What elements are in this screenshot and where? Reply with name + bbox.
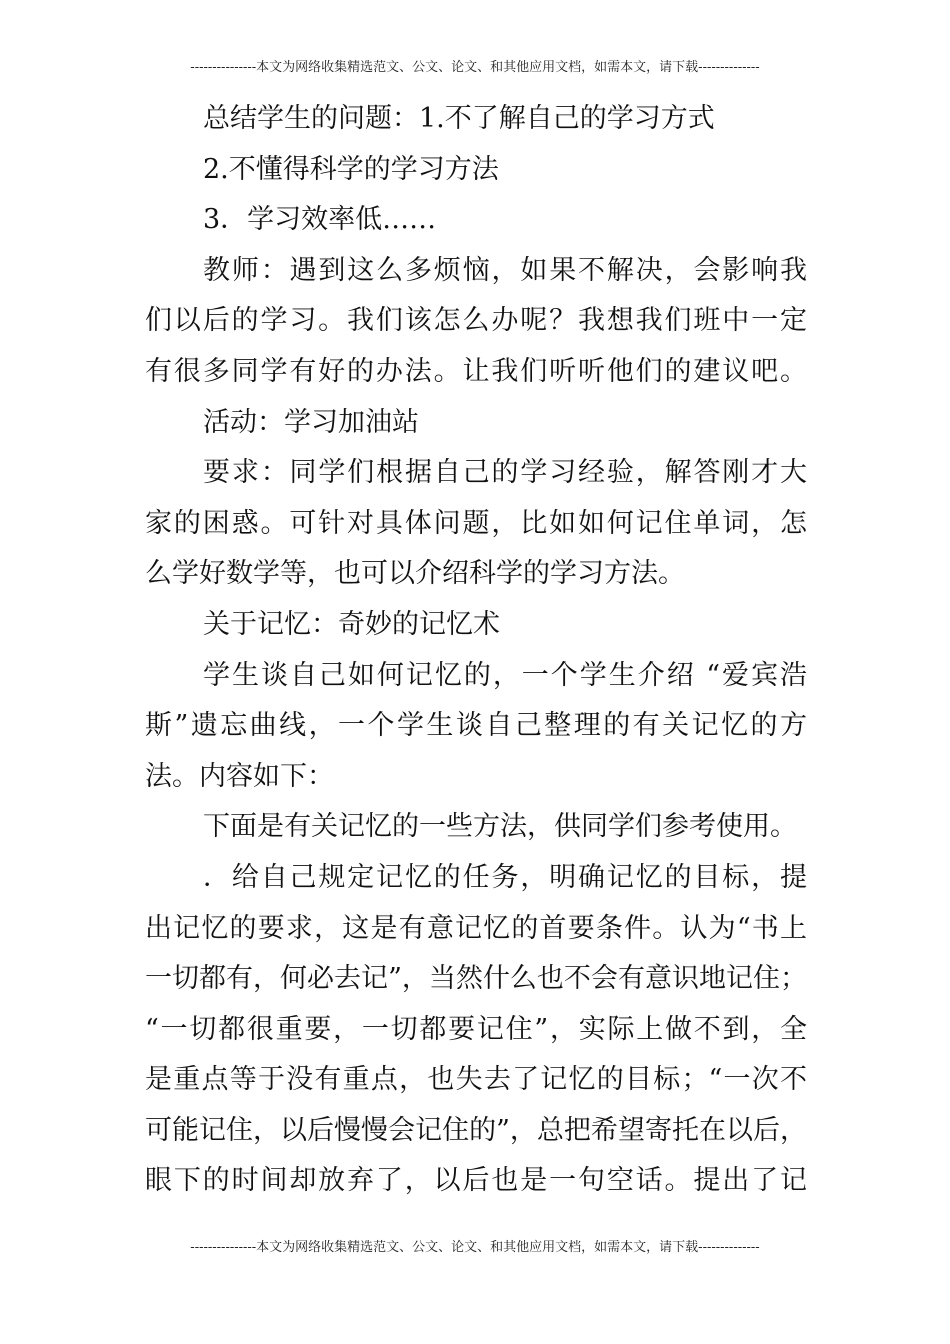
text-line: 2.不懂得科学的学习方法 — [203, 153, 499, 185]
text-line: 一切都有，何必去记”，当然什么也不会有意识地记住； — [145, 963, 807, 995]
text-line: 要求：同学们根据自己的学习经验，解答刚才大 — [203, 457, 807, 489]
text-line: 可能记住，以后慢慢会记住的”，总把希望寄托在以后， — [145, 1114, 807, 1146]
text-line: 法。内容如下： — [145, 760, 334, 792]
document-body — [145, 94, 807, 1207]
text-line: 学生谈自己如何记忆的，一个学生介绍 “爱宾浩 — [203, 659, 807, 691]
text-line: 3．学习效率低…… — [203, 204, 437, 236]
page-footer: ---------------本文为网络收集精选范文、公文、论文、和其他应用文档，如需本文，请下载-------------- — [190, 1240, 760, 1255]
text-line: 么学好数学等，也可以介绍科学的学习方法。 — [145, 558, 685, 590]
text-line: “一切都很重要，一切都要记住”，实际上做不到，全 — [145, 1013, 807, 1045]
text-line: 总结学生的问题：1.不了解自己的学习方式 — [203, 103, 715, 134]
text-line: 出记忆的要求，这是有意记忆的首要条件。认为“书上 — [145, 912, 807, 944]
text-line: 活动：学习加油站 — [203, 406, 419, 438]
page-header: ---------------本文为网络收集精选范文、公文、论文、和其他应用文档，如需本文，请下载-------------- — [190, 60, 760, 75]
text-line: 们以后的学习。我们该怎么办呢？我想我们班中一定 — [145, 305, 807, 337]
text-line: 下面是有关记忆的一些方法，供同学们参考使用。 — [203, 811, 797, 843]
text-line: 斯”遗忘曲线，一个学生谈自己整理的有关记忆的方 — [145, 710, 807, 742]
text-line: 关于记忆：奇妙的记忆术 — [203, 608, 500, 640]
text-line: 是重点等于没有重点，也失去了记忆的目标；“一次不 — [145, 1064, 807, 1096]
text-line: 有很多同学有好的办法。让我们听听他们的建议吧。 — [145, 355, 807, 387]
text-line: 家的困惑。可针对具体问题，比如如何记住单词，怎 — [145, 507, 807, 539]
text-line: 眼下的时间却放弃了，以后也是一句空话。提出了记 — [145, 1165, 807, 1197]
text-line: 教师：遇到这么多烦恼，如果不解决，会影响我 — [203, 254, 807, 286]
text-line: ．给自己规定记忆的任务，明确记忆的目标，提 — [203, 861, 807, 893]
